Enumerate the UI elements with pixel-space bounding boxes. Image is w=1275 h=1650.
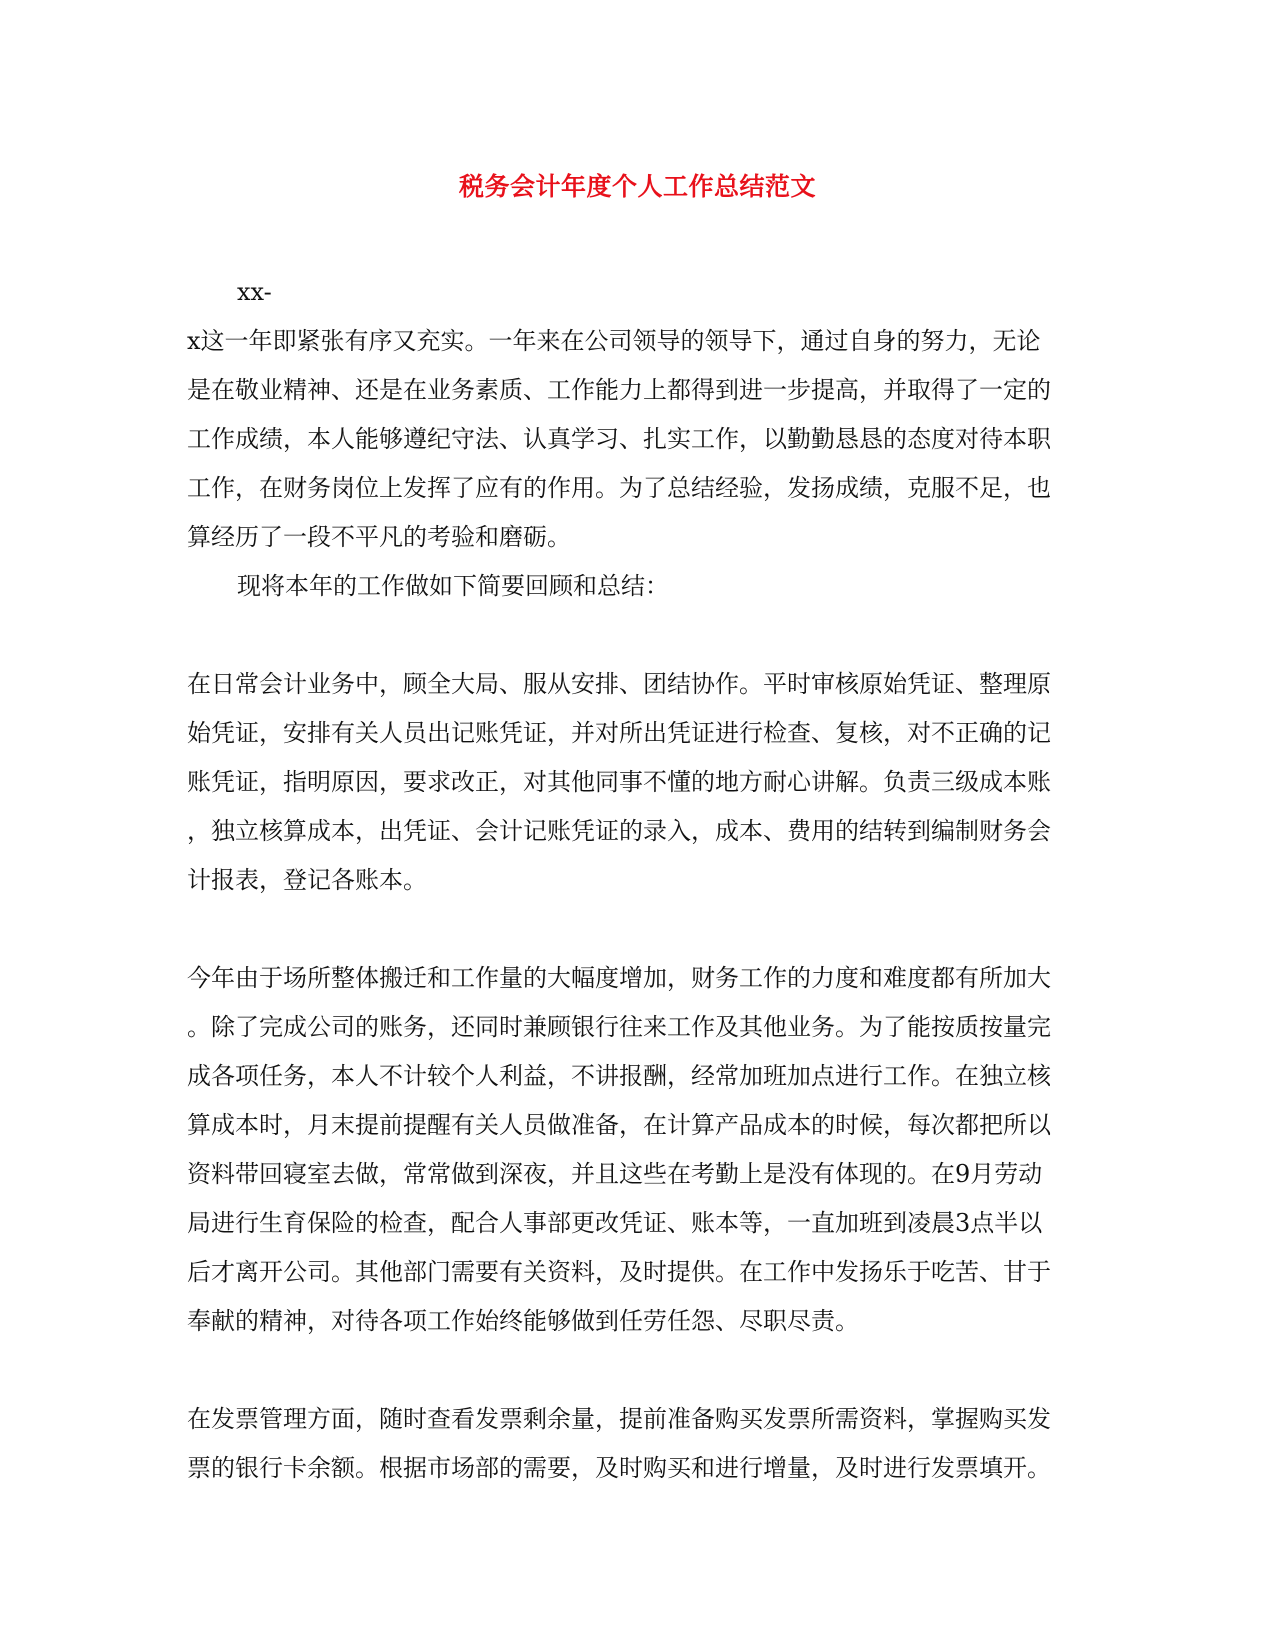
paragraph-line: 今年由于场所整体搬迁和工作量的大幅度增加，财务工作的力度和难度都有所加大	[187, 964, 1051, 992]
paragraph-line: x这一年即紧张有序又充实。一年来在公司领导的领导下，通过自身的努力，无论	[187, 327, 1041, 355]
paragraph-line: 局进行生育保险的检查，配合人事部更改凭证、账本等，一直加班到凌晨3点半以	[187, 1209, 1043, 1237]
paragraph-workload	[187, 954, 1085, 1346]
paragraph-line: 算经历了一段不平凡的考验和磨砺。	[187, 523, 571, 551]
paragraph-line: xx-	[237, 278, 272, 306]
paragraph-line: 是在敬业精神、还是在业务素质、工作能力上都得到进一步提高，并取得了一定的	[187, 376, 1051, 404]
paragraph-line: 账凭证，指明原因，要求改正，对其他同事不懂的地方耐心讲解。负责三级成本账	[187, 768, 1051, 796]
paragraph-gap	[187, 1346, 1085, 1395]
paragraph-daily-accounting	[187, 660, 1085, 905]
paragraph-line: 成各项任务，本人不计较个人利益，不讲报酬，经常加班加点进行工作。在独立核	[187, 1062, 1051, 1090]
paragraph-line: 奉献的精神，对待各项工作始终能够做到任劳任怨、尽职尽责。	[187, 1307, 859, 1335]
paragraph-intro-date	[187, 268, 1085, 317]
paragraph-line: 。除了完成公司的账务，还同时兼顾银行往来工作及其他业务。为了能按质按量完	[187, 1013, 1051, 1041]
document-title: 税务会计年度个人工作总结范文	[458, 172, 816, 201]
paragraph-line: 始凭证，安排有关人员出记账凭证，并对所出凭证进行检查、复核，对不正确的记	[187, 719, 1051, 747]
paragraph-line: 在日常会计业务中，顾全大局、服从安排、团结协作。平时审核原始凭证、整理原	[187, 670, 1051, 698]
paragraph-review-lead	[187, 562, 1085, 611]
paragraph-line: 票的银行卡余额。根据市场部的需要，及时购买和进行增量，及时进行发票填开。	[187, 1454, 1051, 1482]
paragraph-line: 计报表，登记各账本。	[187, 866, 427, 894]
paragraph-invoice-management	[187, 1395, 1085, 1493]
paragraph-line: 后才离开公司。其他部门需要有关资料，及时提供。在工作中发扬乐于吃苦、甘于	[187, 1258, 1051, 1286]
paragraph-line: 工作成绩，本人能够遵纪守法、认真学习、扎实工作，以勤勤恳恳的态度对待本职	[187, 425, 1051, 453]
paragraph-gap	[187, 611, 1085, 660]
paragraph-intro	[187, 317, 1085, 562]
document-body	[187, 268, 1085, 1493]
paragraph-line: 工作，在财务岗位上发挥了应有的作用。为了总结经验，发扬成绩，克服不足，也	[187, 474, 1051, 502]
paragraph-line: 算成本时，月末提前提醒有关人员做准备，在计算产品成本的时候，每次都把所以	[187, 1111, 1051, 1139]
paragraph-gap	[187, 905, 1085, 954]
paragraph-line: 在发票管理方面，随时查看发票剩余量，提前准备购买发票所需资料，掌握购买发	[187, 1405, 1051, 1433]
paragraph-line: ，独立核算成本，出凭证、会计记账凭证的录入，成本、费用的结转到编制财务会	[187, 817, 1051, 845]
paragraph-line: 现将本年的工作做如下简要回顾和总结：	[237, 572, 669, 600]
paragraph-line: 资料带回寝室去做，常常做到深夜，并且这些在考勤上是没有体现的。在9月劳动	[187, 1160, 1043, 1188]
